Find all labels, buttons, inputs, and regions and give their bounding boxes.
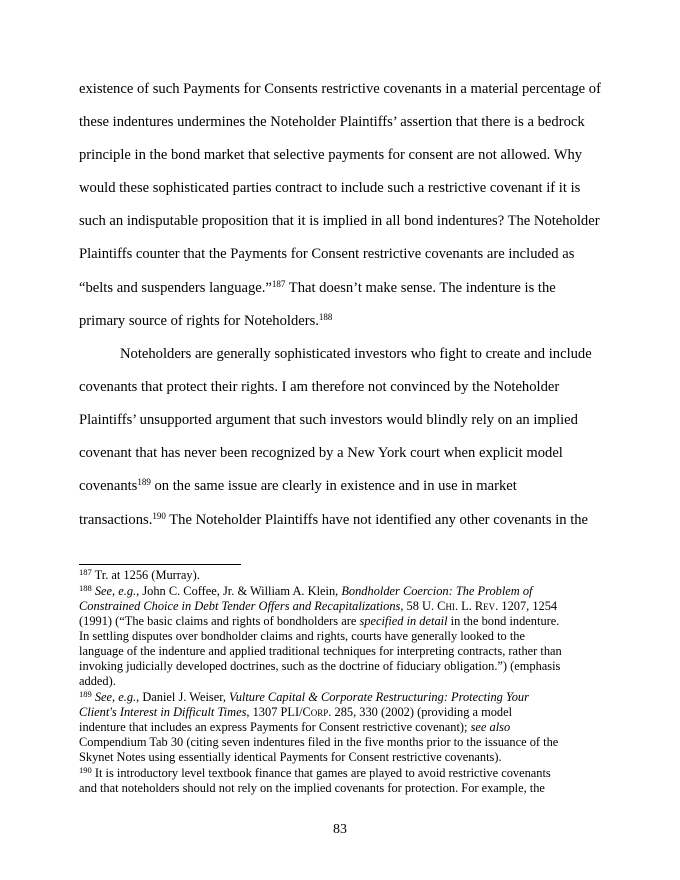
body-text: transactions.: [79, 512, 153, 528]
body-line: [79, 511, 588, 529]
footnote-line: Skynet Notes using essentially identical Payments for Consent restrictive covenants).: [79, 750, 502, 764]
footnote-text: (1991) (“The basic claims and rights of bondholders are: [79, 614, 360, 628]
body-line: [79, 312, 332, 330]
small-caps-text: hi: [445, 599, 455, 613]
footnote-line: Compendium Tab 30 (citing seven indentures filed in the five months prior to the issuance of the: [79, 735, 559, 749]
body-line: existence of such Payments for Consents restrictive covenants in a material percentage of: [79, 81, 601, 97]
body-line: would these sophisticated parties contract to include such a restrictive covenant if it is: [79, 180, 581, 196]
footnote-number: 188: [79, 583, 92, 593]
body-line: [79, 279, 556, 297]
body-line: [79, 477, 517, 495]
citation-title: Vulture Capital & Corporate Restructuring: Protecting Your: [229, 690, 529, 704]
footnote-text: . 1207, 1254: [495, 599, 558, 613]
body-text: on the same issue are clearly in existence and in use in market: [150, 478, 517, 494]
footnote-divider: [79, 564, 241, 565]
footnote-number: 189: [79, 689, 92, 699]
footnote-line: invoking judicially developed doctrines, such as the doctrine of fiduciary obligation.”) (emphasis: [79, 659, 561, 673]
body-line: covenant that has never been recognized by a New York court when explicit model: [79, 445, 563, 461]
footnote-188: [79, 584, 532, 599]
body-text: primary source of rights for Noteholders.: [79, 313, 319, 329]
footnote-line: [79, 705, 512, 720]
footnote-ref-190[interactable]: 190: [152, 511, 166, 521]
signal: See, e.g.: [91, 690, 137, 704]
footnote-text: . L. R: [454, 599, 484, 613]
footnote-text: in the bond indenture.: [447, 614, 560, 628]
small-caps-text: orp: [310, 705, 329, 719]
footnote-text: It is introductory level textbook finance that games are played to avoid restrictive covenants: [91, 766, 551, 780]
signal: see also: [470, 720, 511, 734]
page-number: 83: [333, 822, 347, 837]
footnote-text: indenture that includes an express Payments for Consent restrictive covenant);: [79, 720, 471, 734]
footnote-line: [79, 720, 510, 735]
footnote-number: 187: [79, 567, 92, 577]
footnote-187: [79, 568, 200, 583]
footnote-line: and that noteholders should not rely on the implied covenants for protection. For example, the: [79, 781, 545, 795]
body-text: The Noteholder Plaintiffs have not identified any other covenants in the: [165, 512, 589, 528]
body-line: covenants that protect their rights. I am therefore not convinced by the Noteholder: [79, 379, 560, 395]
emphasis-text: specified in detail: [359, 614, 448, 628]
footnote-189: [79, 690, 529, 705]
body-text: “belts and suspenders language.”: [79, 280, 272, 296]
footnote-line: [79, 599, 557, 614]
citation-title: Constrained Choice in Debt Tender Offers and Recapitalizations: [79, 599, 401, 613]
body-line: Plaintiffs’ unsupported argument that such investors would blindly rely on an implied: [79, 412, 578, 428]
body-line: Plaintiffs counter that the Payments for Consent restrictive covenants are included as: [79, 246, 575, 262]
body-text: covenants: [79, 478, 138, 494]
citation-title: Bondholder Coercion: The Problem of: [341, 584, 533, 598]
footnote-ref-187[interactable]: 187: [271, 279, 286, 289]
footnote-text: , 1307 PLI/C: [246, 705, 311, 719]
footnote-ref-189[interactable]: 189: [137, 477, 151, 487]
footnote-text: . 285, 330 (2002) (providing a model: [328, 705, 513, 719]
body-line: these indentures undermines the Noteholder Plaintiffs’ assertion that there is a bedrock: [79, 114, 585, 130]
body-line: principle in the bond market that selective payments for consent are not allowed. Why: [79, 147, 583, 163]
footnote-text: , 58 U. C: [400, 599, 446, 613]
footnote-text: Tr. at 1256 (Murray).: [91, 568, 200, 582]
footnote-text: , John C. Coffee, Jr. & William A. Klein,: [136, 584, 342, 598]
citation-title: Client's Interest in Difficult Times: [79, 705, 247, 719]
small-caps-text: ev: [483, 599, 496, 613]
body-line: such an indisputable proposition that it is implied in all bond indentures? The Noteholder: [79, 213, 600, 229]
body-text: That doesn’t make sense. The indenture is the: [285, 280, 556, 296]
footnote-line: In settling disputes over bondholder claims and rights, courts have generally looked to the: [79, 629, 525, 643]
footnote-ref-188[interactable]: 188: [318, 312, 333, 322]
footnote-190: [79, 766, 551, 781]
footnote-text: , Daniel J. Weiser,: [136, 690, 230, 704]
footnote-number: 190: [79, 765, 92, 775]
signal: See, e.g.: [91, 584, 137, 598]
footnote-line: language of the indenture and applied traditional techniques for interpreting contracts, rather than: [79, 644, 562, 658]
body-line: Noteholders are generally sophisticated investors who fight to create and include: [120, 346, 592, 362]
footnote-line: added).: [79, 674, 116, 688]
footnote-line: [79, 614, 559, 629]
